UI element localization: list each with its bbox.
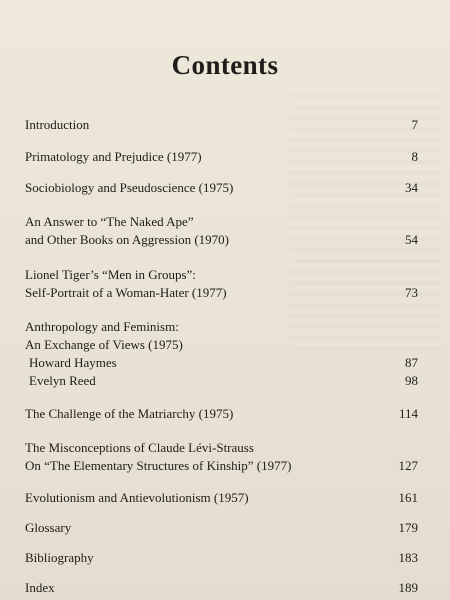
toc-entry-bibliography	[25, 549, 420, 567]
toc-page-number: 8	[411, 149, 418, 164]
toc-entry-index	[25, 579, 420, 597]
toc-entry-evolutionism	[25, 489, 420, 507]
toc-page-number: 161	[398, 490, 418, 505]
toc-entry-title: The Misconceptions of Claude Lévi-Strauss	[25, 440, 254, 455]
toc-page-number: 54	[405, 232, 418, 247]
toc-entry-title-continued: On “The Elementary Structures of Kinship” (1977)	[25, 458, 292, 473]
page-title: Contents	[171, 50, 279, 80]
toc-entry-introduction	[25, 116, 420, 134]
toc-entry-glossary	[25, 519, 420, 537]
toc-page-number: 34	[405, 180, 418, 195]
toc-entry-title: Lionel Tiger’s “Men in Groups”:	[25, 267, 196, 282]
toc-subentry-title: Evelyn Reed	[29, 373, 96, 388]
toc-entry-matriarchy	[25, 405, 420, 423]
toc-entry-title: An Answer to “The Naked Ape”	[25, 214, 194, 229]
toc-page-number: 73	[405, 285, 418, 300]
toc-subentry	[25, 354, 420, 372]
toc-page-number: 179	[398, 520, 418, 535]
toc-entry-title: Introduction	[25, 117, 90, 132]
toc-page-number: 114	[398, 406, 418, 421]
toc-entry-title: Sociobiology and Pseudoscience (1975)	[25, 180, 234, 195]
toc-page-number: 98	[405, 373, 418, 388]
toc-entry-title: The Challenge of the Matriarchy (1975)	[25, 406, 234, 421]
toc-entry-anthropology-feminism	[25, 318, 420, 390]
toc-page-number: 183	[398, 550, 418, 565]
toc-entry-naked-ape	[25, 213, 420, 249]
toc-entry-title: Primatology and Prejudice (1977)	[25, 149, 202, 164]
toc-subentry-title: Howard Haymes	[29, 355, 117, 370]
toc-entry-levi-strauss	[25, 439, 420, 475]
toc-page-number: 87	[405, 355, 418, 370]
toc-subentry	[25, 372, 420, 390]
toc-page-number: 189	[398, 580, 418, 595]
toc-entry-title-continued: Self-Portrait of a Woman-Hater (1977)	[25, 285, 227, 300]
toc-entry-title: Anthropology and Feminism:	[25, 319, 179, 334]
table-of-contents	[25, 116, 420, 597]
toc-entry-title-continued: An Exchange of Views (1975)	[25, 337, 183, 352]
toc-page-number: 7	[411, 117, 418, 132]
toc-entry-title: Bibliography	[25, 550, 94, 565]
toc-entry-title: Glossary	[25, 520, 72, 535]
toc-entry-title: Evolutionism and Antievolutionism (1957)	[25, 490, 249, 505]
toc-entry-title-continued: and Other Books on Aggression (1970)	[25, 232, 230, 247]
toc-page-number: 127	[398, 458, 418, 473]
toc-entry-primatology	[25, 148, 420, 166]
toc-entry-title: Index	[25, 580, 55, 595]
toc-entry-men-in-groups	[25, 266, 420, 302]
toc-entry-sociobiology	[25, 179, 420, 197]
